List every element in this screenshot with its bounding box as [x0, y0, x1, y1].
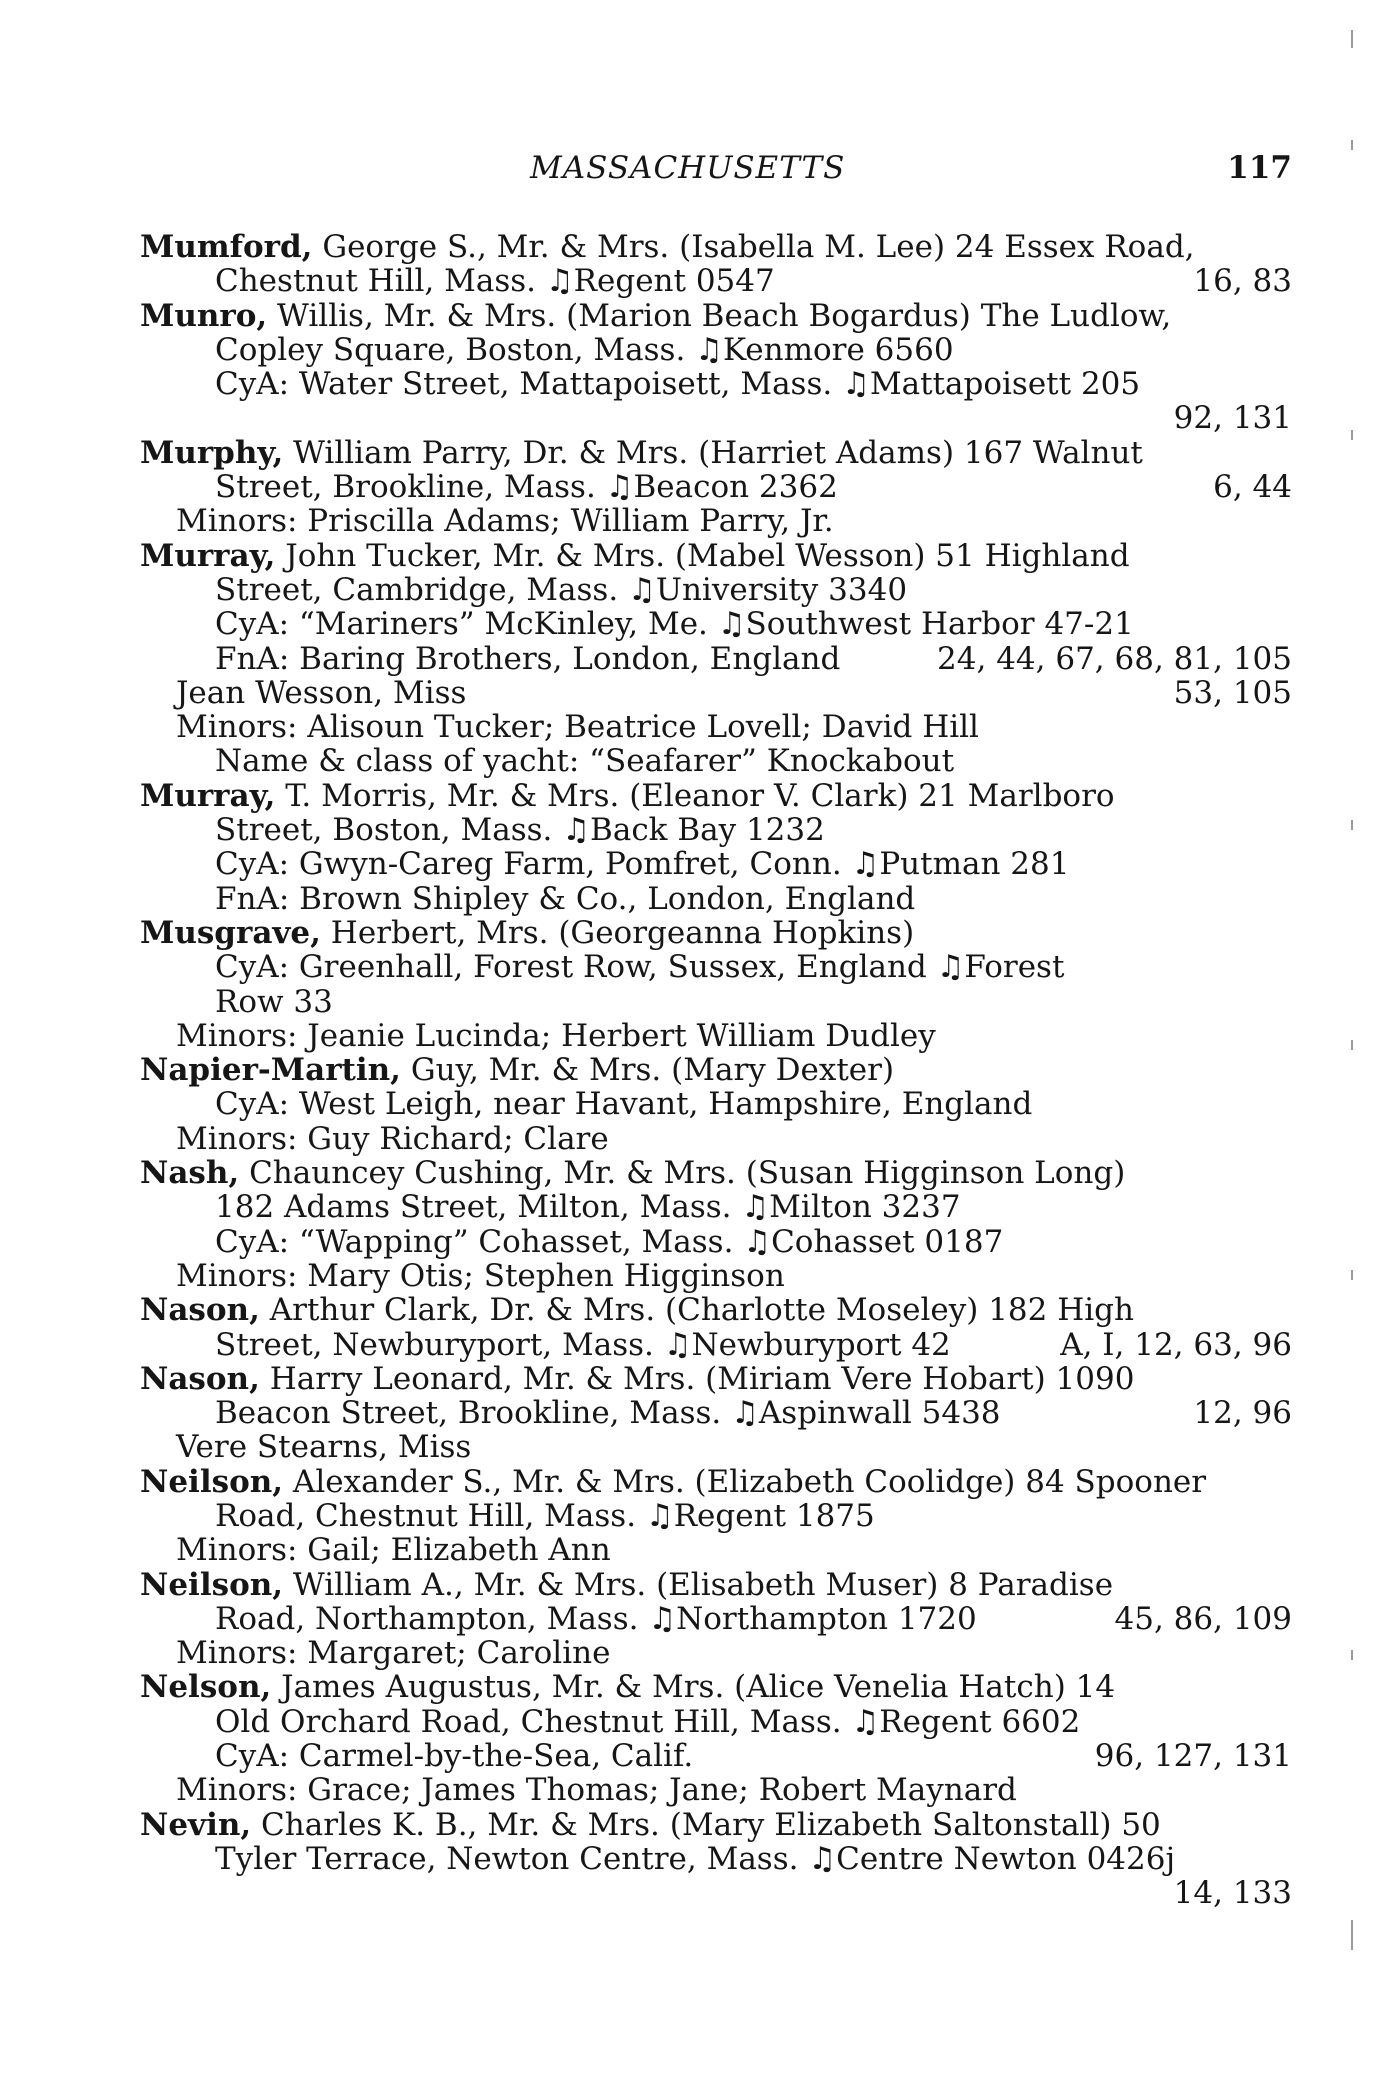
surname: Nason,	[140, 1360, 260, 1397]
club-codes: 53, 105	[1173, 674, 1292, 711]
scan-edge-marks	[1333, 0, 1373, 2078]
entry-text: CyA: West Leigh, near Havant, Hampshire, England	[215, 1086, 1033, 1123]
entry-line	[140, 1328, 1300, 1362]
entry-text: William A., Mr. & Mrs. (Elisabeth Muser) 8 Paradise	[283, 1566, 1114, 1603]
club-codes: A, I, 12, 63, 96	[1060, 1326, 1292, 1363]
entry-text: Vere Stearns, Miss	[176, 1429, 472, 1466]
club-codes: 92, 131	[1173, 400, 1292, 437]
entry-line	[140, 1225, 1300, 1259]
entry-text: Minors: Jeanie Lucinda; Herbert William Dudley	[176, 1017, 936, 1054]
entry-line	[140, 367, 1300, 401]
entry-text: Charles K. B., Mr. & Mrs. (Mary Elizabeth Saltonstall) 50	[251, 1806, 1161, 1843]
entry-heading-line	[140, 1465, 1300, 1499]
entry-text: FnA: Brown Shipley & Co., London, England	[215, 880, 916, 917]
entry-text: CyA: “Mariners” McKinley, Me. ♫Southwest Harbor 47-21	[215, 606, 1134, 643]
entry-line	[140, 1533, 1300, 1567]
surname: Napier-Martin,	[140, 1052, 401, 1089]
entry-text: CyA: Water Street, Mattapoisett, Mass. ♫Mattapoisett 205	[215, 366, 1141, 403]
surname: Neilson,	[140, 1463, 284, 1500]
entry-line	[140, 676, 1300, 710]
entry-text: Willis, Mr. & Mrs. (Marion Beach Bogardus) The Ludlow,	[267, 297, 1172, 334]
entry-line	[140, 504, 1300, 538]
entry-text: Minors: Alisoun Tucker; Beatrice Lovell; David Hill	[176, 709, 979, 746]
entry-heading-line	[140, 230, 1300, 264]
entry-heading-line	[140, 779, 1300, 813]
entry-line	[140, 744, 1300, 778]
page-number: 117	[1227, 150, 1292, 186]
surname: Musgrave,	[140, 914, 321, 951]
entry-line	[140, 1430, 1300, 1464]
entry-heading-line	[140, 1808, 1300, 1842]
entry-text: Guy, Mr. & Mrs. (Mary Dexter)	[400, 1052, 895, 1089]
entry-heading-line	[140, 1568, 1300, 1602]
entry-heading-line	[140, 916, 1300, 950]
entry-line	[140, 1396, 1300, 1430]
entry-text: Row 33	[215, 983, 333, 1020]
entry-text: Copley Square, Boston, Mass. ♫Kenmore 6560	[215, 331, 954, 368]
entry-text: Minors: Gail; Elizabeth Ann	[176, 1532, 611, 1569]
entry-text: James Augustus, Mr. & Mrs. (Alice Venelia Hatch) 14	[271, 1669, 1116, 1706]
entry-heading-line	[140, 436, 1300, 470]
entry-heading-line	[140, 1053, 1300, 1087]
entry-line	[140, 882, 1300, 916]
surname: Nevin,	[140, 1806, 252, 1843]
club-codes: 14, 133	[1173, 1875, 1292, 1912]
entry-line	[140, 1122, 1300, 1156]
surname: Murray,	[140, 537, 276, 574]
entry-text: Minors: Margaret; Caroline	[176, 1635, 611, 1672]
surname: Munro,	[140, 297, 268, 334]
entry-text: Tyler Terrace, Newton Centre, Mass. ♫Centre Newton 0426j	[215, 1840, 1176, 1877]
entry-text: Street, Boston, Mass. ♫Back Bay 1232	[215, 812, 825, 849]
entry-line	[140, 264, 1300, 298]
entry-text: John Tucker, Mr. & Mrs. (Mabel Wesson) 51 Highland	[275, 537, 1130, 574]
surname: Murray,	[140, 777, 276, 814]
entry-heading-line	[140, 1362, 1300, 1396]
entry-heading-line	[140, 1670, 1300, 1704]
running-title: MASSACHUSETTS	[530, 150, 846, 186]
entry-line	[140, 1636, 1300, 1670]
entry-text: Minors: Grace; James Thomas; Jane; Robert Maynard	[176, 1772, 1017, 1809]
entry-text: Street, Cambridge, Mass. ♫University 3340	[215, 571, 908, 608]
entry-text: Chestnut Hill, Mass. ♫Regent 0547	[215, 263, 775, 300]
entry-text: Road, Chestnut Hill, Mass. ♫Regent 1875	[215, 1497, 875, 1534]
entry-line	[140, 1876, 1300, 1910]
entry-text: Old Orchard Road, Chestnut Hill, Mass. ♫Regent 6602	[215, 1703, 1081, 1740]
surname: Mumford,	[140, 229, 313, 265]
entry-line	[140, 710, 1300, 744]
entry-text: Alexander S., Mr. & Mrs. (Elizabeth Coolidge) 84 Spooner	[283, 1463, 1207, 1500]
entry-line	[140, 1499, 1300, 1533]
entry-text: Beacon Street, Brookline, Mass. ♫Aspinwall 5438	[215, 1395, 1001, 1432]
entry-line	[140, 607, 1300, 641]
entry-text: Minors: Mary Otis; Stephen Higginson	[176, 1257, 785, 1294]
entry-line	[140, 1739, 1300, 1773]
surname: Murphy,	[140, 434, 284, 471]
entry-text: CyA: Carmel-by-the-Sea, Calif.	[215, 1738, 694, 1775]
entry-line	[140, 1705, 1300, 1739]
entry-text: George S., Mr. & Mrs. (Isabella M. Lee) 24 Essex Road,	[312, 229, 1195, 265]
page-header	[140, 150, 1300, 200]
entry-line	[140, 950, 1300, 984]
entry-text: Chauncey Cushing, Mr. & Mrs. (Susan Higginson Long)	[239, 1155, 1126, 1192]
entry-line	[140, 847, 1300, 881]
surname: Neilson,	[140, 1566, 284, 1603]
entry-line	[140, 1842, 1300, 1876]
club-codes: 6, 44	[1213, 469, 1292, 506]
entry-line	[140, 573, 1300, 607]
entry-line	[140, 1087, 1300, 1121]
entry-line	[140, 333, 1300, 367]
entry-text: CyA: Greenhall, Forest Row, Sussex, England ♫Forest	[215, 949, 1065, 986]
entry-text: T. Morris, Mr. & Mrs. (Eleanor V. Clark) 21 Marlboro	[275, 777, 1115, 814]
entry-line	[140, 813, 1300, 847]
entry-text: Minors: Priscilla Adams; William Parry, Jr.	[176, 503, 834, 540]
entry-heading-line	[140, 539, 1300, 573]
entry-heading-line	[140, 1156, 1300, 1190]
entry-text: Name & class of yacht: “Seafarer” Knockabout	[215, 743, 955, 780]
entry-text: Street, Newburyport, Mass. ♫Newburyport 42	[215, 1326, 951, 1363]
entry-line	[140, 470, 1300, 504]
entry-line	[140, 401, 1300, 435]
entry-line	[140, 642, 1300, 676]
surname: Nason,	[140, 1292, 260, 1329]
club-codes: 96, 127, 131	[1094, 1738, 1292, 1775]
entry-text: Road, Northampton, Mass. ♫Northampton 1720	[215, 1600, 977, 1637]
entry-heading-line	[140, 299, 1300, 333]
entry-text: William Parry, Dr. & Mrs. (Harriet Adams) 167 Walnut	[283, 434, 1143, 471]
entry-line	[140, 1190, 1300, 1224]
entry-text: Harry Leonard, Mr. & Mrs. (Miriam Vere Hobart) 1090	[259, 1360, 1135, 1397]
club-codes: 45, 86, 109	[1114, 1600, 1292, 1637]
entry-text: 182 Adams Street, Milton, Mass. ♫Milton 3237	[215, 1189, 961, 1226]
surname: Nash,	[140, 1155, 240, 1192]
club-codes: 12, 96	[1193, 1395, 1292, 1432]
entry-text: FnA: Baring Brothers, London, England	[215, 640, 841, 677]
entry-line	[140, 1259, 1300, 1293]
entry-heading-line	[140, 1293, 1300, 1327]
directory-entries	[140, 230, 1300, 1911]
entry-text: Street, Brookline, Mass. ♫Beacon 2362	[215, 469, 838, 506]
entry-text: Herbert, Mrs. (Georgeanna Hopkins)	[320, 914, 915, 951]
entry-text: Arthur Clark, Dr. & Mrs. (Charlotte Moseley) 182 High	[259, 1292, 1134, 1329]
surname: Nelson,	[140, 1669, 272, 1706]
entry-text: CyA: Gwyn-Careg Farm, Pomfret, Conn. ♫Putman 281	[215, 846, 1070, 883]
entry-line	[140, 1019, 1300, 1053]
entry-line	[140, 985, 1300, 1019]
entry-text: CyA: “Wapping” Cohasset, Mass. ♫Cohasset 0187	[215, 1223, 1004, 1260]
entry-line	[140, 1602, 1300, 1636]
entry-text: Minors: Guy Richard; Clare	[176, 1120, 609, 1157]
club-codes: 24, 44, 67, 68, 81, 105	[937, 640, 1292, 677]
entry-line	[140, 1773, 1300, 1807]
club-codes: 16, 83	[1193, 263, 1292, 300]
entry-text: Jean Wesson, Miss	[176, 674, 467, 711]
